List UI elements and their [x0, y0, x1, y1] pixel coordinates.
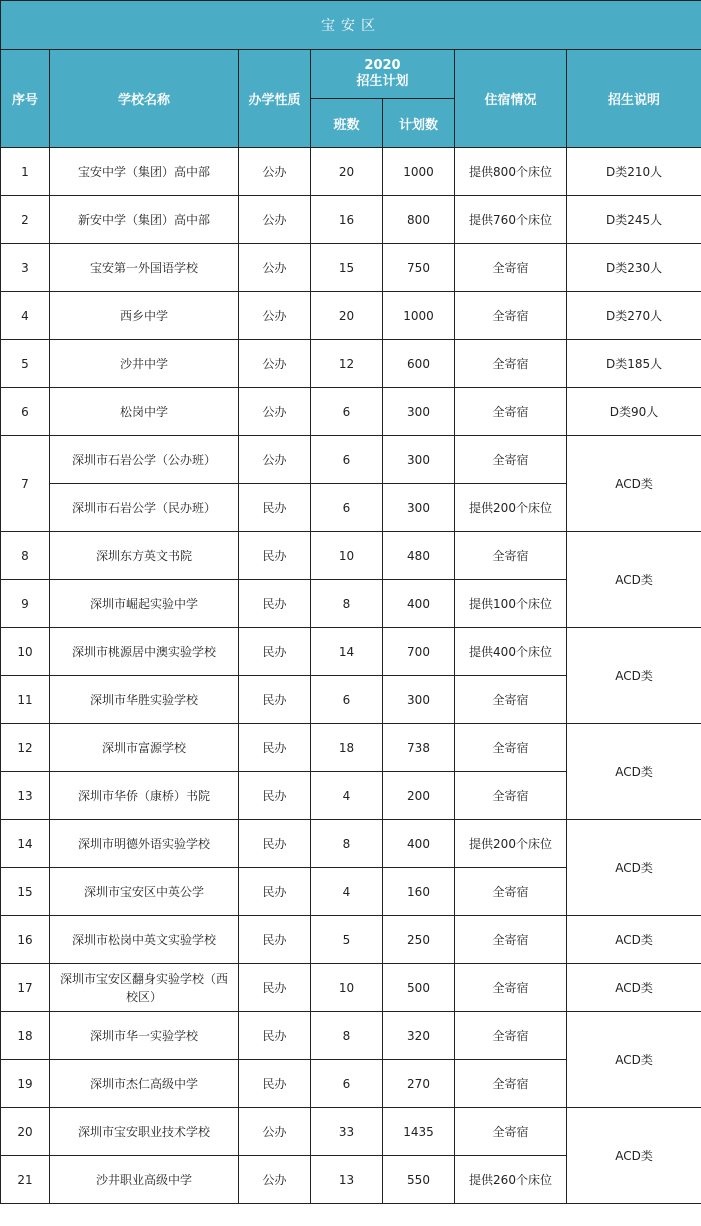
school-nature: 民办	[239, 484, 311, 532]
header-notes: 招生说明	[567, 50, 701, 148]
row-index: 16	[1, 916, 50, 964]
row-index: 17	[1, 964, 50, 1012]
row-index: 4	[1, 292, 50, 340]
admission-note: D类90人	[567, 388, 701, 436]
boarding-info: 全寄宿	[455, 1012, 567, 1060]
school-name: 深圳市明德外语实验学校	[50, 820, 239, 868]
school-name: 深圳市杰仁高级中学	[50, 1060, 239, 1108]
class-count: 33	[311, 1108, 383, 1156]
quota-count: 750	[383, 244, 455, 292]
school-nature: 公办	[239, 196, 311, 244]
school-name: 深圳市崛起实验中学	[50, 580, 239, 628]
table-row	[1, 1012, 701, 1060]
boarding-info: 提供760个床位	[455, 196, 567, 244]
row-index: 2	[1, 196, 50, 244]
table-row	[1, 196, 701, 244]
school-nature: 民办	[239, 820, 311, 868]
row-index: 11	[1, 676, 50, 724]
header-plan-label: 招生计划	[356, 74, 409, 89]
row-index: 14	[1, 820, 50, 868]
quota-count: 1435	[383, 1108, 455, 1156]
quota-count: 550	[383, 1156, 455, 1204]
table-row	[1, 724, 701, 772]
school-nature: 民办	[239, 1060, 311, 1108]
school-nature: 民办	[239, 772, 311, 820]
quota-count: 160	[383, 868, 455, 916]
admission-note: ACD类	[567, 820, 701, 916]
row-index: 12	[1, 724, 50, 772]
class-count: 18	[311, 724, 383, 772]
school-nature: 民办	[239, 916, 311, 964]
table-row	[1, 340, 701, 388]
header-plan	[311, 50, 455, 99]
school-name: 深圳市桃源居中澳实验学校	[50, 628, 239, 676]
admission-note: ACD类	[567, 916, 701, 964]
admission-note: ACD类	[567, 628, 701, 724]
table-row	[1, 964, 701, 1012]
school-name: 深圳市石岩公学（民办班）	[50, 484, 239, 532]
class-count: 6	[311, 388, 383, 436]
header-quota: 计划数	[383, 99, 455, 148]
row-index: 21	[1, 1156, 50, 1204]
class-count: 6	[311, 436, 383, 484]
school-nature: 公办	[239, 388, 311, 436]
quota-count: 500	[383, 964, 455, 1012]
school-nature: 公办	[239, 340, 311, 388]
quota-count: 480	[383, 532, 455, 580]
header-boarding: 住宿情况	[455, 50, 567, 148]
class-count: 10	[311, 532, 383, 580]
school-nature: 民办	[239, 676, 311, 724]
row-index: 13	[1, 772, 50, 820]
admission-note: D类185人	[567, 340, 701, 388]
admission-note: ACD类	[567, 964, 701, 1012]
boarding-info: 提供200个床位	[455, 820, 567, 868]
school-name: 深圳市石岩公学（公办班）	[50, 436, 239, 484]
row-index: 7	[1, 436, 50, 532]
quota-count: 1000	[383, 292, 455, 340]
row-index: 1	[1, 148, 50, 196]
school-nature: 公办	[239, 1156, 311, 1204]
quota-count: 700	[383, 628, 455, 676]
quota-count: 600	[383, 340, 455, 388]
table-title: 宝安区	[1, 1, 701, 50]
row-index: 5	[1, 340, 50, 388]
school-name: 深圳市宝安区中英公学	[50, 868, 239, 916]
class-count: 8	[311, 1012, 383, 1060]
row-index: 18	[1, 1012, 50, 1060]
header-school: 学校名称	[50, 50, 239, 148]
school-nature: 公办	[239, 1108, 311, 1156]
row-index: 20	[1, 1108, 50, 1156]
admission-note: D类245人	[567, 196, 701, 244]
table-row	[1, 1108, 701, 1156]
admission-note: D类230人	[567, 244, 701, 292]
quota-count: 738	[383, 724, 455, 772]
boarding-info: 全寄宿	[455, 244, 567, 292]
table-row	[1, 148, 701, 196]
boarding-info: 全寄宿	[455, 1060, 567, 1108]
school-nature: 民办	[239, 724, 311, 772]
boarding-info: 全寄宿	[455, 292, 567, 340]
class-count: 20	[311, 292, 383, 340]
quota-count: 400	[383, 820, 455, 868]
row-index: 10	[1, 628, 50, 676]
school-name: 深圳市松岗中英文实验学校	[50, 916, 239, 964]
school-name: 深圳东方英文书院	[50, 532, 239, 580]
boarding-info: 全寄宿	[455, 436, 567, 484]
school-name: 深圳市宝安职业技术学校	[50, 1108, 239, 1156]
quota-count: 300	[383, 676, 455, 724]
boarding-info: 全寄宿	[455, 964, 567, 1012]
class-count: 8	[311, 820, 383, 868]
quota-count: 300	[383, 436, 455, 484]
quota-count: 250	[383, 916, 455, 964]
row-index: 3	[1, 244, 50, 292]
class-count: 10	[311, 964, 383, 1012]
admission-note: ACD类	[567, 1108, 701, 1204]
class-count: 4	[311, 772, 383, 820]
admission-note: D类210人	[567, 148, 701, 196]
admission-note: ACD类	[567, 436, 701, 532]
school-nature: 民办	[239, 868, 311, 916]
boarding-info: 提供100个床位	[455, 580, 567, 628]
school-nature: 民办	[239, 628, 311, 676]
row-index: 9	[1, 580, 50, 628]
class-count: 16	[311, 196, 383, 244]
header-index: 序号	[1, 50, 50, 148]
quota-count: 300	[383, 388, 455, 436]
quota-count: 320	[383, 1012, 455, 1060]
school-name: 沙井职业高级中学	[50, 1156, 239, 1204]
school-nature: 公办	[239, 244, 311, 292]
table-row	[1, 388, 701, 436]
class-count: 5	[311, 916, 383, 964]
boarding-info: 全寄宿	[455, 340, 567, 388]
boarding-info: 提供800个床位	[455, 148, 567, 196]
school-nature: 民办	[239, 1012, 311, 1060]
header-plan-year: 2020	[364, 58, 401, 73]
table-row	[1, 244, 701, 292]
school-name: 深圳市华一实验学校	[50, 1012, 239, 1060]
table-row	[1, 532, 701, 580]
boarding-info: 全寄宿	[455, 1108, 567, 1156]
boarding-info: 全寄宿	[455, 388, 567, 436]
class-count: 13	[311, 1156, 383, 1204]
table-row	[1, 916, 701, 964]
boarding-info: 提供260个床位	[455, 1156, 567, 1204]
school-name: 沙井中学	[50, 340, 239, 388]
school-nature: 民办	[239, 964, 311, 1012]
school-nature: 民办	[239, 580, 311, 628]
admission-note: ACD类	[567, 532, 701, 628]
quota-count: 300	[383, 484, 455, 532]
header-nature: 办学性质	[239, 50, 311, 148]
school-name: 松岗中学	[50, 388, 239, 436]
boarding-info: 全寄宿	[455, 772, 567, 820]
school-name: 宝安第一外国语学校	[50, 244, 239, 292]
quota-count: 200	[383, 772, 455, 820]
school-nature: 公办	[239, 148, 311, 196]
quota-count: 400	[383, 580, 455, 628]
admission-note: D类270人	[567, 292, 701, 340]
school-name: 深圳市富源学校	[50, 724, 239, 772]
school-nature: 公办	[239, 292, 311, 340]
school-name: 深圳市华胜实验学校	[50, 676, 239, 724]
boarding-info: 全寄宿	[455, 868, 567, 916]
class-count: 4	[311, 868, 383, 916]
class-count: 6	[311, 1060, 383, 1108]
header-classes: 班数	[311, 99, 383, 148]
table-row	[1, 292, 701, 340]
boarding-info: 提供400个床位	[455, 628, 567, 676]
school-name: 深圳市华侨（康桥）书院	[50, 772, 239, 820]
school-name: 深圳市宝安区翻身实验学校（西校区）	[50, 964, 239, 1012]
school-name: 西乡中学	[50, 292, 239, 340]
table-row	[1, 628, 701, 676]
class-count: 14	[311, 628, 383, 676]
school-name: 宝安中学（集团）高中部	[50, 148, 239, 196]
quota-count: 1000	[383, 148, 455, 196]
row-index: 8	[1, 532, 50, 580]
class-count: 15	[311, 244, 383, 292]
class-count: 6	[311, 484, 383, 532]
boarding-info: 提供200个床位	[455, 484, 567, 532]
school-name: 新安中学（集团）高中部	[50, 196, 239, 244]
boarding-info: 全寄宿	[455, 724, 567, 772]
class-count: 20	[311, 148, 383, 196]
school-nature: 公办	[239, 436, 311, 484]
boarding-info: 全寄宿	[455, 532, 567, 580]
table-row	[1, 436, 701, 484]
quota-count: 270	[383, 1060, 455, 1108]
row-index: 6	[1, 388, 50, 436]
class-count: 6	[311, 676, 383, 724]
table-row	[1, 820, 701, 868]
admission-note: ACD类	[567, 724, 701, 820]
admission-note: ACD类	[567, 1012, 701, 1108]
class-count: 8	[311, 580, 383, 628]
boarding-info: 全寄宿	[455, 916, 567, 964]
boarding-info: 全寄宿	[455, 676, 567, 724]
school-nature: 民办	[239, 532, 311, 580]
row-index: 19	[1, 1060, 50, 1108]
row-index: 15	[1, 868, 50, 916]
quota-count: 800	[383, 196, 455, 244]
class-count: 12	[311, 340, 383, 388]
